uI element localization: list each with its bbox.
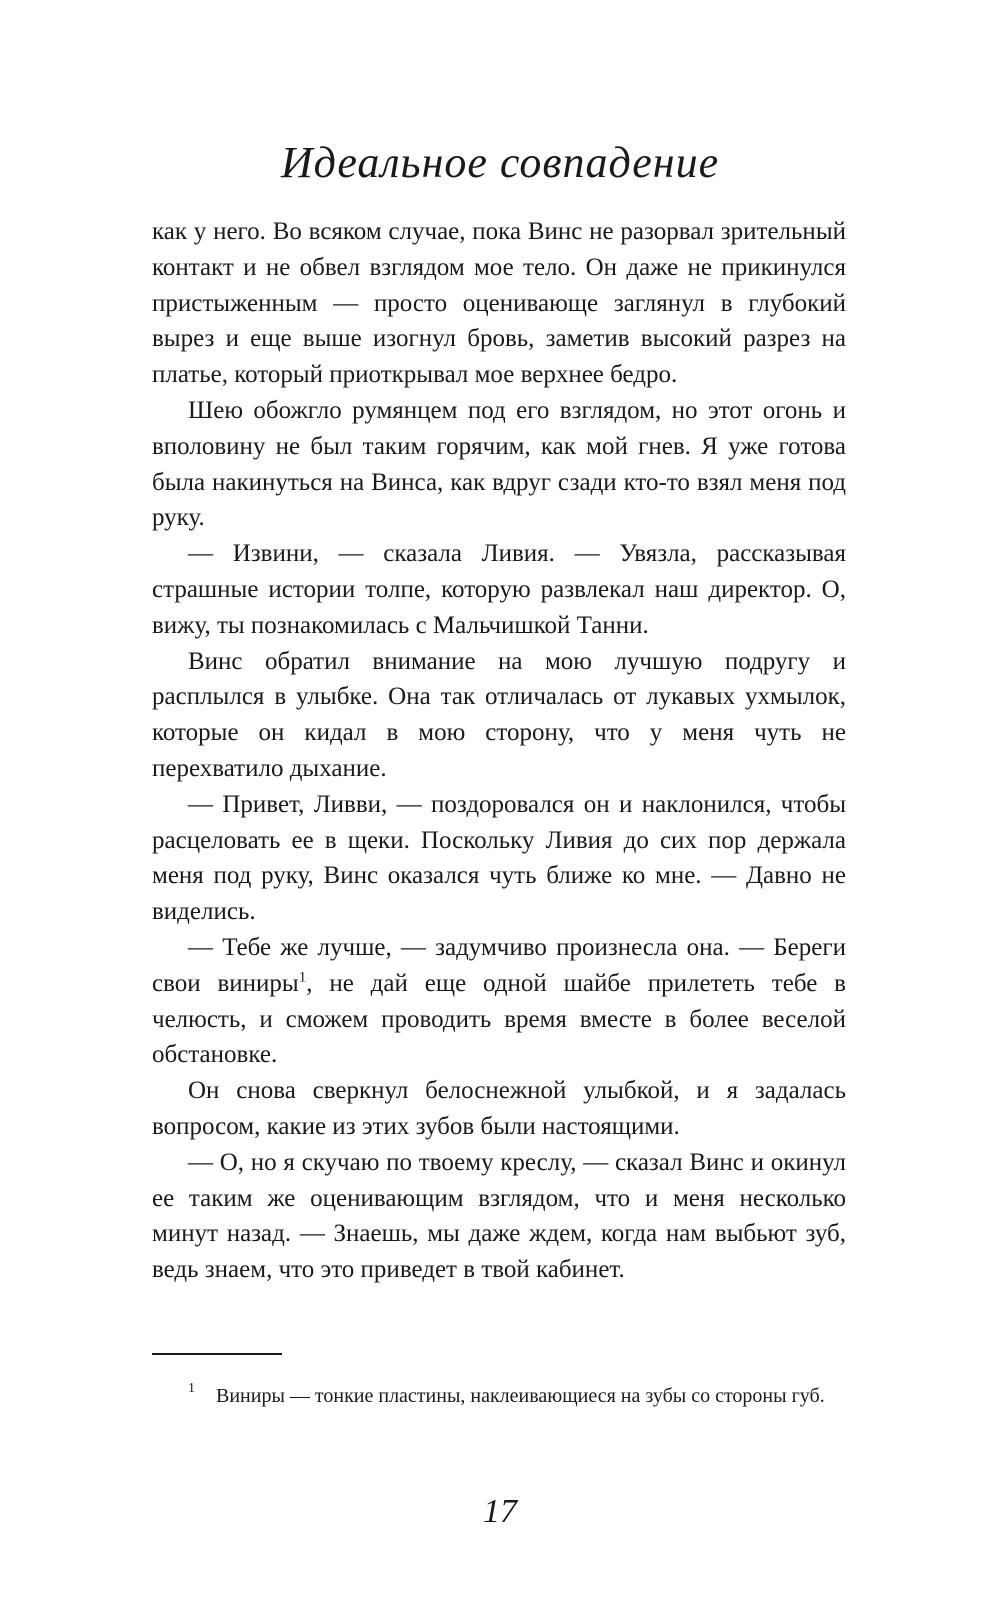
paragraph-3: — Извини, — сказала Ливия. — Увязла, рассказывая страшные истории толпе, которую развлекал наш директор. О, вижу, ты познакомилась с Мальчишкой Танни. — [152, 540, 846, 639]
footnote-mark: 1 — [188, 1381, 195, 1396]
paragraph-4: Винс обратил внимание на мою лучшую подругу и расплылся в улыбке. Она так отличалась от лукавых ухмылок, которые он кидал в мою сторону, что у меня чуть не перехватило дыхание. — [152, 647, 846, 782]
paragraph-8: — О, но я скучаю по твоему креслу, — сказал Винс и окинул ее таким же оценивающим взглядом, что и меня несколько минут назад. — Знаешь, мы даже ждем, когда нам выбьют зуб, ведь знаем, что это приведет в твой кабинет. — [152, 1148, 846, 1284]
footnote-reference: 1 — [298, 969, 307, 986]
running-title: Идеальное совпадение — [280, 138, 720, 187]
main-text — [152, 214, 846, 1288]
footnote-separator — [152, 1353, 282, 1355]
paragraph-5: — Привет, Ливви, — поздоровался он и наклонился, чтобы расцеловать ее в щеки. Поскольку Ливия до сих пор держала меня под руку, Винс оказался чуть ближе ко мне. — Давно не виделись. — [152, 790, 846, 926]
paragraph-6-start: — Тебе же лучше, — задумчиво произнесла она. — Береги свои виниры — [152, 933, 846, 997]
footnote — [152, 1380, 846, 1412]
page-number: 17 — [483, 1493, 517, 1530]
paragraph-6-end: , не дай еще одной шайбе прилететь тебе в челюсть, и сможем проводить время вместе в более веселой обстановке. — [152, 969, 846, 1069]
paragraph-2: Шею обожгло румянцем под его взглядом, но этот огонь и вполовину не был таким горячим, как мой гнев. Я уже готова была накинуться на Винса, как вдруг сзади кто-то взял меня под руку. — [152, 396, 846, 532]
paragraph-7: Он снова сверкнул белоснежной улыбкой, и я задалась вопросом, какие из этих зубов были настоящими. — [152, 1077, 846, 1140]
paragraph-6 — [152, 930, 846, 1073]
paragraph-1: как у него. Во всяком случае, пока Винс не разорвал зрительный контакт и не обвел взглядом мое тело. Он даже не прикинулся пристыженным — просто оценивающе заглянул в глубокий вырез и еще выше изогнул бровь, заметив высокий разрез на платье, который приоткрывал мое верхнее бедро. — [152, 218, 846, 389]
footnote-text: Виниры — тонкие пластины, наклеивающиеся на зубы со стороны губ. — [216, 1385, 825, 1407]
